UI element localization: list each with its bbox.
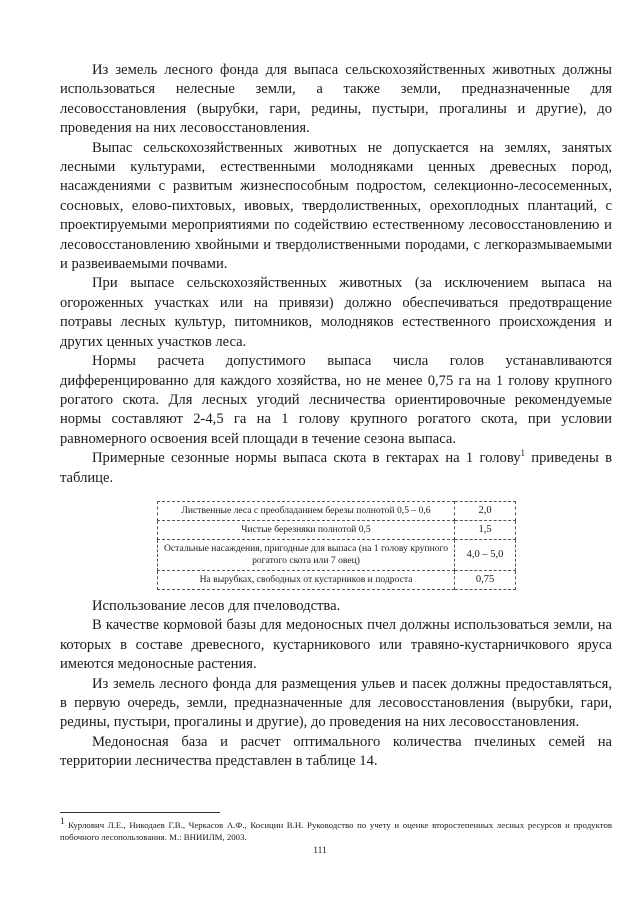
grazing-norms-table bbox=[157, 501, 516, 590]
table-row bbox=[158, 521, 516, 540]
paragraph: В качестве кормовой базы для медоносных пчел должны использоваться земли, на которых в составе древесного, кустарникового или травяно-кустарничкового яруса имеются медоносные растения. bbox=[60, 617, 612, 673]
paragraph: Из земель лесного фонда для размещения ульев и пасек должны предоставляться, в первую очередь, земли, предназначенные для лесовосстановления (вырубки, гари, редины, пустыри, прогалины и другие), до проведения на них лесовосстановления. bbox=[60, 675, 612, 731]
paragraph: При выпасе сельскохозяйственных животных (за исключением выпаса на огороженных участках или на привязи) должно обеспечиваться предотвращение потравы лесных культур, питомников, молодняков естественного происхождения и других ценных участков леса. bbox=[60, 275, 612, 350]
footnote-reference: 1 bbox=[520, 448, 526, 459]
table-cell-value: 2,0 bbox=[455, 502, 516, 521]
footnote bbox=[60, 816, 613, 843]
footnote-text: Курлович Л.Е., Никодаев Г.В., Черкасов А.Ф., Косицин В.Н. Руководство по учету и оценке второстепенных лесных ресурсов и продуктов побочного лесопользования. М.: ВНИИЛМ, 2003. bbox=[60, 820, 613, 842]
table-row bbox=[158, 571, 516, 590]
table-cell-value: 1,5 bbox=[455, 521, 516, 540]
table-intro-tail: приведены в таблице. bbox=[60, 450, 612, 486]
text-block-bottom bbox=[60, 597, 612, 772]
footnote-separator bbox=[60, 812, 220, 813]
text-block-top bbox=[60, 61, 612, 488]
paragraph: Нормы расчета допустимого выпаса числа голов устанавливаются дифференцированно для каждого хозяйства, но не менее 0,75 га на 1 голову крупного рогатого скота. Для лесных угодий лесничества ориентировочные рекомендуемые нормы составляют 2-4,5 га на 1 голову крупного рогатого скота, при условии равномерного освоения всей площади в течение сезона выпаса. bbox=[60, 353, 612, 447]
table-cell-label: Остальные насаждения, пригодные для выпаса (на 1 голову крупного рогатого скота или 7 овец) bbox=[158, 540, 455, 571]
page-number: 111 bbox=[313, 846, 327, 856]
table-cell-label: Лиственные леса с преобладанием березы полнотой 0,5 – 0,6 bbox=[158, 502, 455, 521]
table-cell-label: На вырубках, свободных от кустарников и подроста bbox=[158, 571, 455, 590]
table-row bbox=[158, 540, 516, 571]
section-heading: Использование лесов для пчеловодства. bbox=[92, 598, 341, 614]
table-cell-value: 4,0 – 5,0 bbox=[455, 540, 516, 571]
paragraph: Из земель лесного фонда для выпаса сельскохозяйственных животных должны использоваться нелесные земли, а также земли, предназначенные для лесовосстановления (вырубки, гари, редины, пустыри, прогалины и другие), до проведения на них лесовосстановления. bbox=[60, 62, 612, 137]
table-intro-paragraph bbox=[60, 449, 612, 488]
footnote-marker: 1 bbox=[60, 816, 65, 827]
paragraph: Выпас сельскохозяйственных животных не допускается на землях, занятых лесными культурами, естественными молодняками ценных древесных пород, насаждениями с развитым жизнеспособным подростом, селекционно-лесосеменных, сосновых, елово-пихтовых, ивовых, твердолиственных, орехоплодных плантаций, с проектируемыми мероприятиями по содействию естественному лесовосстановлению и лесовосстановлению хвойными и твердолиственными породами, с легкоразмываемыми и развеиваемыми почвами. bbox=[60, 139, 612, 273]
paragraph: Медоносная база и расчет оптимального количества пчелиных семей на территории лесничества представлен в таблице 14. bbox=[60, 733, 612, 770]
table-cell-value: 0,75 bbox=[455, 571, 516, 590]
table-intro-text: Примерные сезонные нормы выпаса скота в гектарах на 1 голову bbox=[92, 450, 521, 467]
table-cell-label: Чистые березняки полнотой 0,5 bbox=[158, 521, 455, 540]
table-row bbox=[158, 502, 516, 521]
